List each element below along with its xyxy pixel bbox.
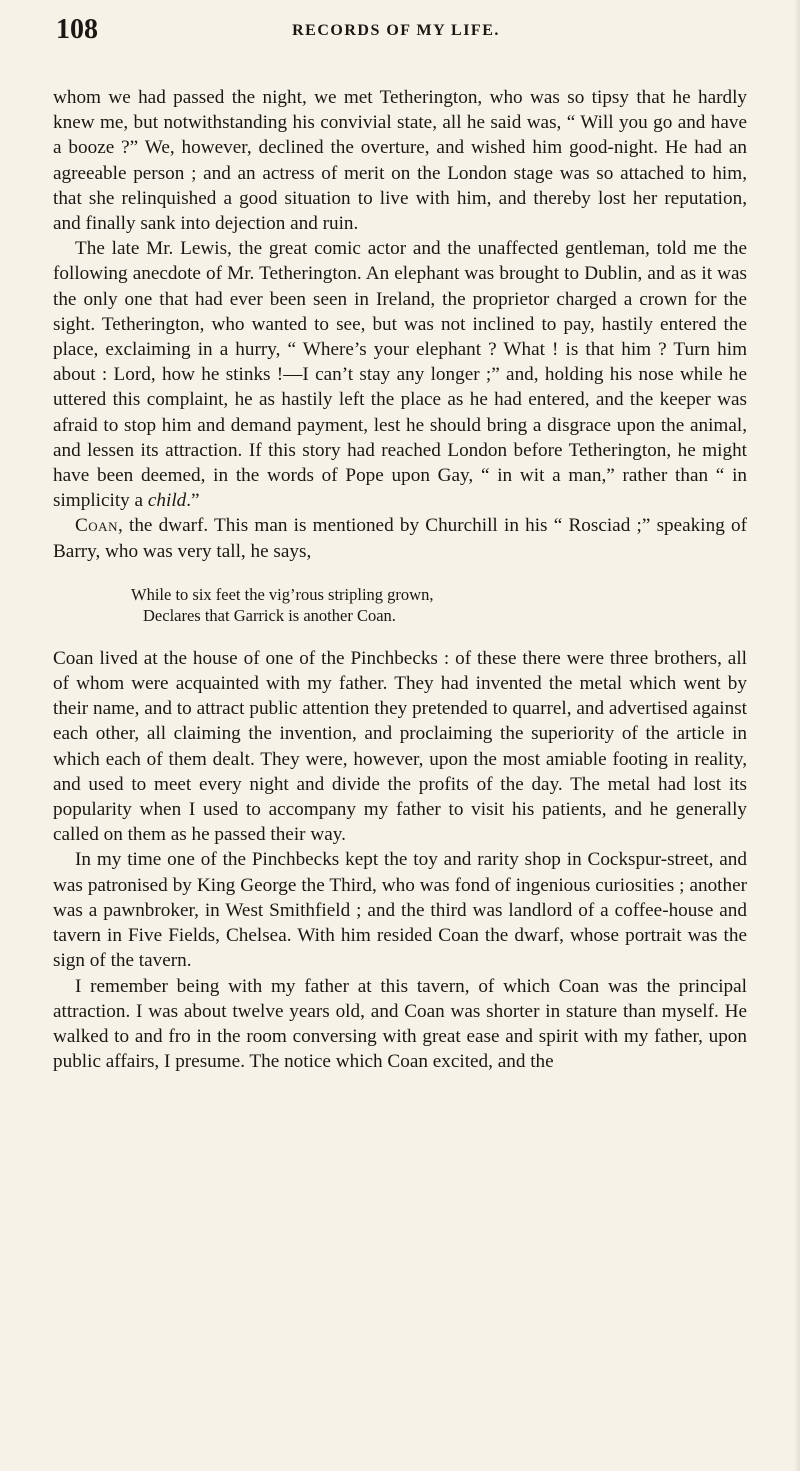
paragraph-text: , the dwarf. This man is mentioned by Churchill in his “ Rosciad ;” speaking of Barry, who was very tall, he says,: [53, 515, 747, 562]
paragraph-pinchbecks: Coan lived at the house of one of the Pinchbecks : of these there were three brothers, all of whom were acquainted with my father. They had invented the metal which went by their name, and to attract public attention they pretended to quarrel, and advertised against each other, all claiming the invention, and proclaiming the superiority of the article in which each of them dealt. They were, however, upon the most amiable footing in reality, and used to meet every night and divide the profits of the day. The metal had lost its popularity when I used to accompany my father to visit his patients, and he generally called on them as he passed their way.: [53, 647, 747, 846]
verse-quotation: [53, 584, 747, 626]
italic-word: child: [147, 490, 187, 512]
verse-line-2: Declares that Garrick is another Coan.: [143, 605, 396, 625]
running-head: RECORDS OF MY LIFE.: [292, 22, 500, 39]
paragraph-tavern: I remember being with my father at this tavern, of which Coan was the principal attraction. I was about twelve years old, and Coan was shorter in stature than myself. He walked to and fro in the room conversing with great ease and spirit with my father, upon public affairs, I presume. The notice which Coan excited, and the: [53, 975, 747, 1073]
paragraph-coan-intro: [53, 513, 747, 563]
paragraph-continuation: whom we had passed the night, we met Tetherington, who was so tipsy that he hardly knew me, but notwithstanding his convivial state, all he said was, “ Will you go and have a booze ?” We, however, declined the overture, and wished him good-night. He had an agreeable person ; and an actress of merit on the London stage was so attached to him, that she relinquished a good situation to live with him, and thereby lost her reputation, and finally sank into dejection and ruin.: [53, 87, 747, 235]
verse-line-1: While to six feet the vig’rous stripling grown,: [131, 584, 434, 604]
page-number: 108: [56, 14, 98, 45]
page-header: [56, 14, 736, 48]
paragraph-text: The late Mr. Lewis, the great comic actor and the unaffected gentleman, told me the following anecdote of Mr. Tetherington. An elephant was brought to Dublin, and as it was the only one that had ever been seen in Ireland, the proprietor charged a crown for the sight. Tetherington, who wanted to see, but was not inclined to pay, hastily entered the place, exclaiming in a hurry, “ Where’s your elephant ? What ! is that him ? Turn him about : Lord, how he stinks !—I can’t stay any longer ;” and, holding his nose while he uttered this complaint, he as hastily left the place as he had entered, and the keeper was afraid to stop him and demand payment, lest he should bring a disgrace upon the animal, and lessen its attraction. If this story had reached London before Tetherington, he might have been deemed, in the words of Pope upon Gay, “ in wit a man,” rather than “ in simplicity a: [53, 238, 747, 512]
paragraph-shop: In my time one of the Pinchbecks kept the toy and rarity shop in Cockspur-street, and was patronised by King George the Third, who was fond of ingenious curiosities ; another was a pawnbroker, in West Smithfield ; and the third was landlord of a coffee-house and tavern in Five Fields, Chelsea. With him resided Coan the dwarf, whose portrait was the sign of the tavern.: [53, 849, 747, 972]
body-text: [53, 85, 747, 1074]
heading-name-coan: Coan: [75, 515, 118, 537]
paragraph-lewis-anecdote: [53, 236, 747, 513]
page-edge-shadow: [794, 0, 800, 1471]
paragraph-text-end: .”: [186, 490, 200, 512]
